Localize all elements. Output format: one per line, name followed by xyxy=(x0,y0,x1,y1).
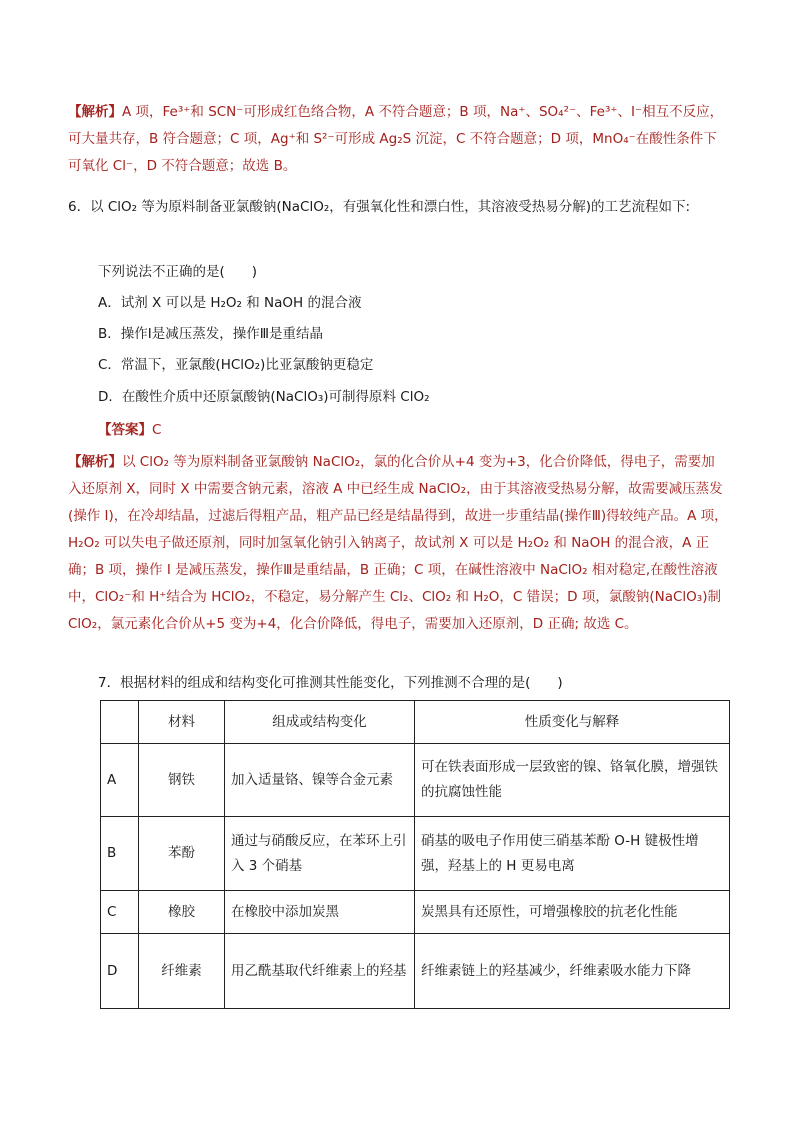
answer-line xyxy=(98,417,758,444)
material-cell: 钢铁 xyxy=(139,744,225,817)
table-row xyxy=(101,934,730,1009)
answer-tag: 【答案】 xyxy=(98,422,152,438)
header-cell: 组成或结构变化 xyxy=(225,701,415,744)
header-cell: 性质变化与解释 xyxy=(415,701,730,744)
table-row xyxy=(101,817,730,891)
analysis-tag: 【解析】 xyxy=(68,454,122,470)
answer-value: C xyxy=(152,422,162,438)
question-6-stem: 6．以 ClO₂ 等为原料制备亚氯酸钠(NaClO₂，有强氧化性和漂白性，其溶液受热易分解)的工艺流程如下: xyxy=(68,199,691,215)
table-row xyxy=(101,744,730,817)
property-cell: 可在铁表面形成一层致密的镍、铬氧化膜，增强铁的抗腐蚀性能 xyxy=(415,744,730,817)
change-cell: 加入适量铬、镍等合金元素 xyxy=(225,744,415,817)
option-b: B．操作Ⅰ是减压蒸发，操作Ⅲ是重结晶 xyxy=(98,326,324,342)
option-c: C．常温下，亚氯酸(HClO₂)比亚氯酸钠更稳定 xyxy=(98,357,374,373)
row-label: A xyxy=(101,744,139,817)
header-cell: 材料 xyxy=(139,701,225,744)
property-cell: 炭黑具有还原性，可增强橡胶的抗老化性能 xyxy=(415,891,730,934)
analysis-text: 以 ClO₂ 等为原料制备亚氯酸钠 NaClO₂，氯的化合价从+4 变为+3，化合价降低，得电子，需要加入还原剂 X，同时 X 中需要含钠元素，溶液 A 中已经生成 NaClO₂，由于其溶液受热易分解，故需要减压蒸发(操作 I)，在冷却结晶，过滤后得粗产品，粗产品已经是结晶得到，故进一步重结晶(操作Ⅲ)得较纯产品。A 项，H₂O₂ 可以失电子做还原剂，同时加氢氧化钠引入钠离子，故试剂 X 可以是 H₂O₂ 和 NaOH 的混合液，A 正确；B 项，操作 I 是减压蒸发，操作Ⅲ是重结晶，B 正确；C 项，在碱性溶液中 NaClO₂ 相对稳定,在酸性溶液中，ClO₂⁻和 H⁺结合为 HClO₂，不稳定，易分解产生 Cl₂、ClO₂ 和 H₂O，C 错误；D 项，氯酸钠(NaClO₃)制 ClO₂，氯元素化合价从+5 变为+4，化合价降低，得电子，需要加入还原剂，D 正确; 故选 C。 xyxy=(68,454,728,632)
change-cell: 通过与硝酸反应，在苯环上引入 3 个硝基 xyxy=(225,817,415,891)
table-row xyxy=(101,891,730,934)
option-d: D．在酸性介质中还原氯酸钠(NaClO₃)可制得原料 ClO₂ xyxy=(98,389,430,405)
analysis-tag: 【解析】 xyxy=(68,104,122,120)
analysis-paragraph-q5 xyxy=(68,99,728,180)
property-cell: 硝基的吸电子作用使三硝基苯酚 O-H 键极性增强，羟基上的 H 更易电离 xyxy=(415,817,730,891)
material-cell: 纤维素 xyxy=(139,934,225,1009)
materials-table xyxy=(100,700,730,1009)
material-cell: 橡胶 xyxy=(139,891,225,934)
table-header-row xyxy=(101,701,730,744)
material-cell: 苯酚 xyxy=(139,817,225,891)
question-7-stem: 7．根据材料的组成和结构变化可推测其性能变化，下列推测不合理的是( ) xyxy=(98,675,563,691)
analysis-text: A 项，Fe³⁺和 SCN⁻可形成红色络合物，A 不符合题意；B 项，Na⁺、SO₄²⁻、Fe³⁺、I⁻相互不反应，可大量共存，B 符合题意；C 项，Ag⁺和 S²⁻可形成 Ag₂S 沉淀，C 不符合题意；D 项，MnO₄⁻在酸性条件下可氧化 Cl⁻，D 不符合题意；故选 B。 xyxy=(68,104,724,174)
option-a: A．试剂 X 可以是 H₂O₂ 和 NaOH 的混合液 xyxy=(98,295,362,311)
row-label: C xyxy=(101,891,139,934)
row-label: B xyxy=(101,817,139,891)
property-cell: 纤维素链上的羟基减少，纤维素吸水能力下降 xyxy=(415,934,730,1009)
row-label: D xyxy=(101,934,139,1009)
change-cell: 用乙酰基取代纤维素上的羟基 xyxy=(225,934,415,1009)
change-cell: 在橡胶中添加炭黑 xyxy=(225,891,415,934)
header-cell xyxy=(101,701,139,744)
analysis-paragraph-q6 xyxy=(68,449,728,638)
question-6-prompt: 下列说法不正确的是( ) xyxy=(98,264,258,280)
